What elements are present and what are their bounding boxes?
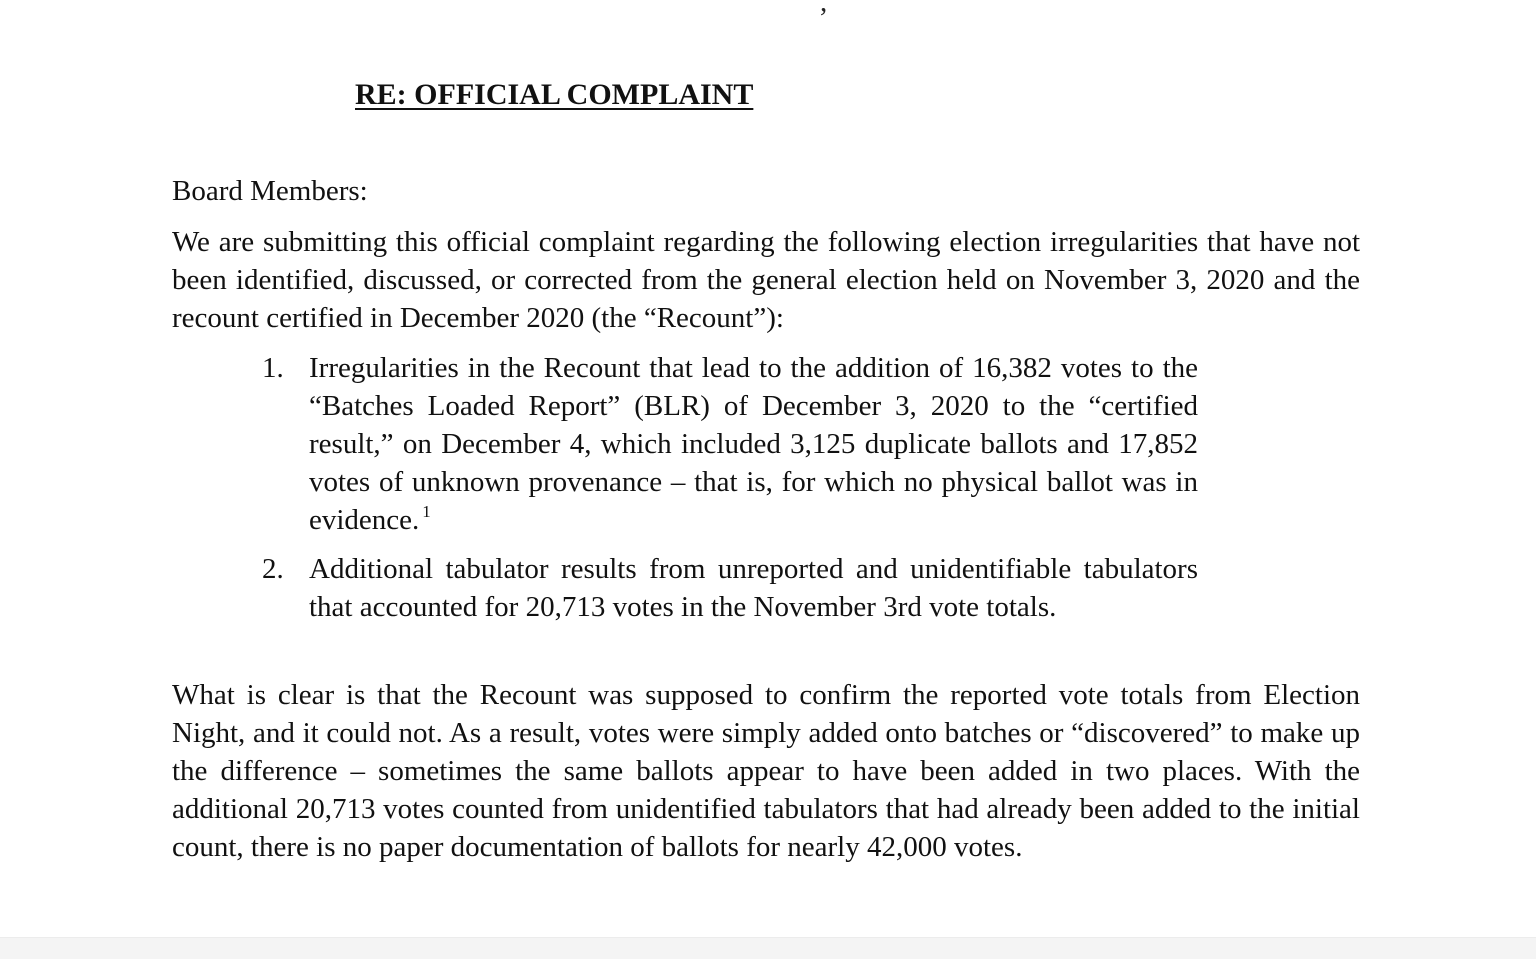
list-item — [262, 550, 1198, 626]
list-item-number: 2. — [262, 553, 284, 585]
list-item-text: Irregularities in the Recount that lead to the addition of 16,382 votes to the “Batches Loaded Report” (BLR) of December 3, 2020 to the “certified result,” on December 4, which included 3,125 duplicate ballots and 17,852 votes of unknown provenance – that is, for which no physical ballot was in evidence. — [309, 352, 1198, 536]
conclusion-paragraph: What is clear is that the Recount was supposed to confirm the reported vote totals from Election Night, and it could not. As a result, votes were simply added onto batches or “discovered” to make up the difference – sometimes the same ballots appear to have been added in two places. With the additional 20,713 votes counted from unidentified tabulators that had already been added to the initial count, there is no paper documentation of ballots for nearly 42,000 votes. — [172, 679, 1360, 863]
salutation: Board Members: — [172, 175, 368, 207]
list-item-text: Additional tabulator results from unreported and unidentifiable tabulators that accounted for 20,713 votes in the November 3rd vote totals. — [309, 553, 1198, 623]
list-item — [262, 349, 1198, 539]
page-bottom-edge — [0, 937, 1536, 959]
intro-paragraph: We are submitting this official complaint regarding the following election irregularities that have not been identified, discussed, or corrected from the general election held on November 3, 2020 and the recount certified in December 2020 (the “Recount”): — [172, 226, 1360, 334]
document-heading: RE: OFFICIAL COMPLAINT — [355, 78, 754, 111]
footnote-marker[interactable]: 1 — [422, 502, 431, 521]
list-item-number: 1. — [262, 352, 284, 384]
irregularities-list — [262, 349, 1198, 637]
cut-off-text-fragment: , — [820, 0, 830, 18]
